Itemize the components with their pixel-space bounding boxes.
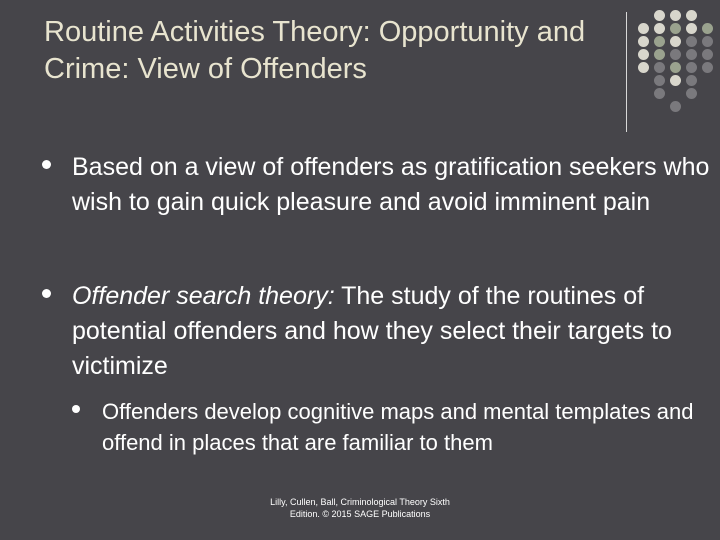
decorative-dot-icon	[702, 36, 713, 47]
bullet-item-2	[42, 279, 720, 384]
decorative-dot-icon	[686, 23, 697, 34]
decorative-dot-icon	[638, 23, 649, 34]
sub-bullet-item	[72, 396, 712, 458]
decorative-dot-icon	[702, 49, 713, 60]
decorative-dot-icon	[686, 75, 697, 86]
decorative-dot-icon	[654, 88, 665, 99]
decorative-dot-icon	[638, 49, 649, 60]
decorative-dot-icon	[702, 62, 713, 73]
bullet-definition: The study of the routines of potential offenders and how they select their targets to victimize	[72, 282, 672, 380]
bullet-dot-icon	[42, 289, 51, 298]
slide-title: Routine Activities Theory: Opportunity and Crime: View of Offenders	[44, 16, 586, 85]
decorative-dot-icon	[654, 10, 665, 21]
decorative-dot-icon	[686, 49, 697, 60]
footer-line-2: Edition. © 2015 SAGE Publications	[289, 509, 431, 519]
decorative-dot-icon	[670, 101, 681, 112]
decorative-dot-icon	[702, 23, 713, 34]
decorative-dot-icon	[654, 49, 665, 60]
bullet-item-1	[42, 150, 712, 220]
footer-line-1: Lilly, Cullen, Ball, Criminological Theory Sixth	[270, 497, 450, 507]
decorative-dot-icon	[670, 75, 681, 86]
bullet-term: Offender search theory:	[72, 282, 335, 310]
decorative-dot-icon	[686, 62, 697, 73]
decorative-dot-icon	[670, 23, 681, 34]
decorative-dot-icon	[654, 23, 665, 34]
title-divider	[626, 12, 627, 132]
decorative-dot-icon	[654, 36, 665, 47]
decorative-dot-icon	[638, 62, 649, 73]
bullet-dot-icon	[42, 160, 51, 169]
citation-footer	[250, 496, 470, 520]
decorative-dot-icon	[670, 36, 681, 47]
decorative-dot-grid	[638, 10, 718, 120]
decorative-dot-icon	[686, 10, 697, 21]
bullet-text	[72, 279, 720, 384]
decorative-dot-icon	[638, 36, 649, 47]
bullet-text: Based on a view of offenders as gratification seekers who wish to gain quick pleasure and avoid imminent pain	[72, 153, 710, 216]
sub-bullet-text: Offenders develop cognitive maps and mental templates and offend in places that are familiar to them	[102, 399, 694, 455]
decorative-dot-icon	[670, 10, 681, 21]
decorative-dot-icon	[654, 62, 665, 73]
decorative-dot-icon	[686, 88, 697, 99]
decorative-dot-icon	[670, 49, 681, 60]
decorative-dot-icon	[670, 62, 681, 73]
decorative-dot-icon	[686, 36, 697, 47]
bullet-dot-icon	[72, 405, 80, 413]
decorative-dot-icon	[654, 75, 665, 86]
